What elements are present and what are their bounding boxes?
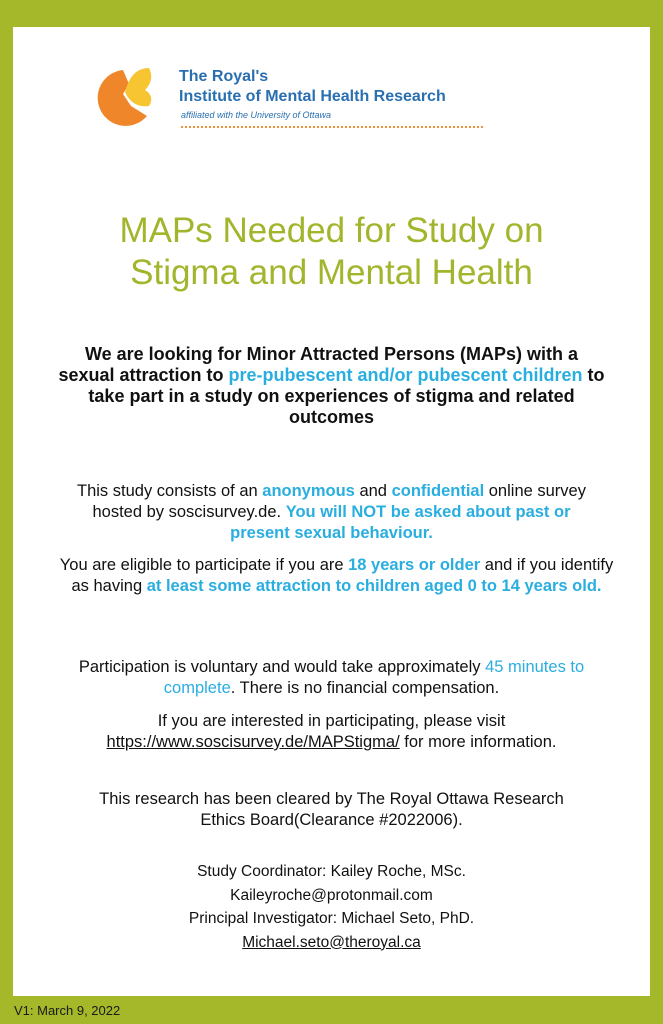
principal-investigator: Principal Investigator: Michael Seto, PhD.	[188, 910, 475, 927]
eligibility-paragraph	[50, 555, 623, 597]
duration-highlight: 45 minutes to complete	[163, 658, 585, 697]
butterfly-logo-icon	[95, 66, 155, 126]
no-behaviour-highlight: You will NOT be asked about past or present sexual behaviour.	[230, 503, 571, 542]
intro-paragraph	[55, 344, 608, 428]
intro-text: We are looking for Minor Attracted Persons (MAPs) with a sexual attraction to	[58, 344, 579, 385]
confidential-highlight: confidential	[391, 482, 485, 500]
logo-tagline: affiliated with the University of Ottawa	[181, 110, 332, 120]
voluntary-text: Participation is voluntary and would take approximately	[78, 658, 486, 676]
visit-text: If you are interested in participating, please visit	[157, 712, 506, 730]
voluntary-text: . There is no financial compensation.	[230, 679, 500, 697]
anonymous-highlight: anonymous	[262, 482, 355, 500]
coordinator-email[interactable]: Kaileyroche@protonmail.com	[230, 886, 433, 904]
intro-text-end: to take part in a study on experiences of stigma and related outcomes	[88, 365, 605, 427]
page-title	[0, 210, 663, 294]
visit-paragraph	[100, 711, 563, 753]
eligible-text: You are eligible to participate if you are	[59, 556, 349, 574]
title-line2: Stigma and Mental Health	[130, 253, 533, 292]
logo-line2: Institute of Mental Health Research	[179, 88, 446, 105]
ethics-paragraph: This research has been cleared by The Royal Ottawa Research Ethics Board(Clearance #2022006).	[99, 790, 564, 829]
version-footer: V1: March 9, 2022	[14, 1003, 121, 1018]
eligible-text: and if you identify as having	[71, 556, 614, 595]
age-highlight: 18 years or older	[348, 556, 481, 574]
study-text: online survey hosted by soscisurvey.de.	[92, 482, 586, 521]
study-text: This study consists of an	[77, 482, 263, 500]
survey-link[interactable]: https://www.soscisurvey.de/MAPStigma/	[106, 733, 400, 751]
study-paragraph	[70, 481, 593, 544]
pi-email-link[interactable]: Michael.seto@theroyal.ca	[242, 933, 421, 951]
visit-text: for more information.	[399, 733, 557, 751]
contacts	[40, 860, 623, 954]
logo-line1: The Royal's	[179, 68, 269, 85]
title-line1: MAPs Needed for Study on	[119, 211, 544, 250]
attraction-highlight: at least some attraction to children aged 0 to 14 years old.	[146, 577, 602, 595]
dotted-divider	[181, 126, 483, 128]
royal-logo	[95, 60, 495, 165]
intro-highlight: pre-pubescent and/or pubescent children	[228, 365, 583, 385]
voluntary-paragraph	[70, 657, 593, 699]
coordinator: Study Coordinator: Kailey Roche, MSc.	[197, 863, 466, 880]
study-text: and	[354, 482, 392, 500]
